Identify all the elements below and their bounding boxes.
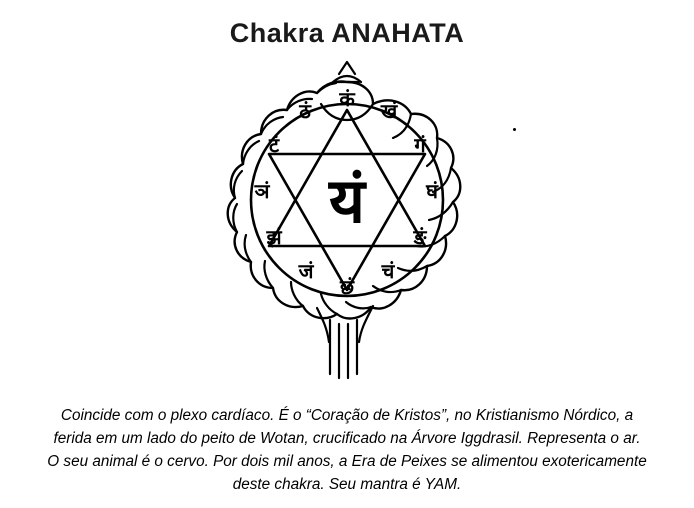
petal-syllable-5: चं [381,261,395,283]
caption-line-4: deste chakra. Seu mantra é YAM. [232,476,462,493]
caption-line-1: Coincide com o plexo cardíaco. É o “Coração de Kristos”, no Kristianismo Nórdico, a [60,407,634,424]
petal-syllable-0: कं [339,89,355,111]
petal-syllable-6: छं [339,277,355,299]
petal-syllable-3: घं [426,181,438,203]
petal-syllable-11: ठं [299,101,311,123]
petal-syllable-4: ङं [413,227,427,249]
anahata-chakra-svg [167,52,527,397]
petal-syllable-10: टं [268,135,280,157]
petal-syllable-9: ञं [254,181,270,203]
page-title: Chakra ANAHATA [229,18,465,48]
bija-syllable: यं [329,168,365,236]
petal-syllable-1: खं [380,101,398,123]
petal-syllable-2: गं [414,135,426,157]
petal-syllable-8: झं [266,227,282,249]
chakra-diagram-container [0,52,694,397]
petal-syllable-7: जं [298,261,314,283]
caption-line-3: O seu animal é o cervo. Por dois mil anos, a Era de Peixes se alimentou exotericamente [47,453,647,470]
crown-finial-icon [333,62,361,82]
caption-line-2: ferida em um lado do peito de Wotan, crucificado na Árvore Iggdrasil. Representa o ar. [53,430,641,447]
caption-block [26,404,668,496]
